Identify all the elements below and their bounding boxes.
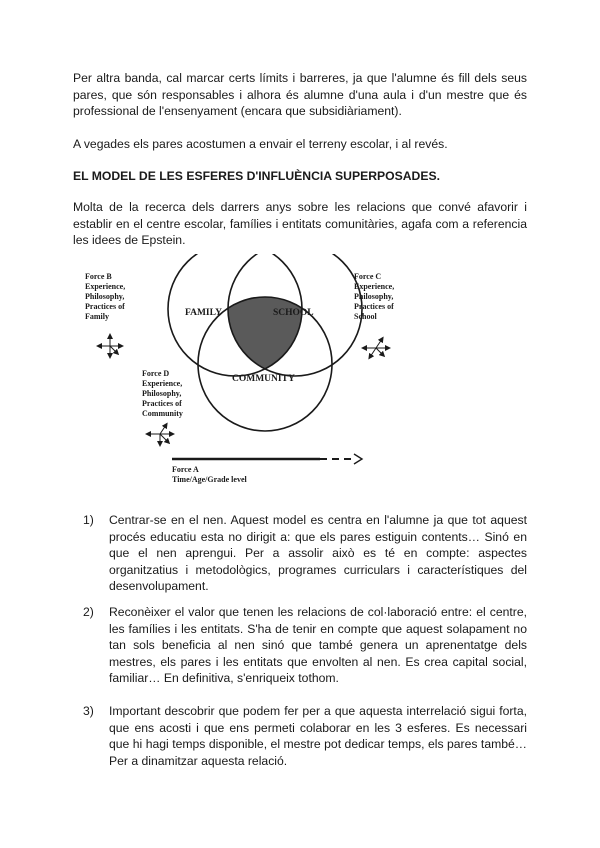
community-label: COMMUNITY [232, 374, 295, 384]
paragraph-invade: A vegades els pares acostumen a envair el terreny escolar, i al revés. [73, 137, 448, 151]
svg-text:Practices of: Practices of [85, 302, 125, 311]
svg-text:Practices of: Practices of [142, 399, 182, 408]
force-d-arrows-icon [148, 425, 172, 444]
force-a-timeline-arrow [172, 454, 362, 464]
paragraph-limits: Per altra banda, cal marcar certs límits i barreres, ja que l'alumne és fill dels seus pares, que són responsables i alhora és alumne d'una aula i d'un mestre que és professional de l'ensenyament (encara que subsidiàriament). [73, 71, 527, 119]
list-item-number: 3) [83, 704, 94, 718]
paragraph-research: Molta de la recerca dels darrers anys sobre les relacions que convé afavorir i establir en el centre escolar, famílies i entitats comunitàries, agafa com a referencia les idees de Epstein. [73, 200, 527, 248]
svg-text:Philosophy,: Philosophy, [85, 292, 125, 301]
svg-text:Experience,: Experience, [354, 282, 395, 291]
svg-text:Force A: Force A [172, 465, 199, 474]
section-heading: EL MODEL DE LES ESFERES D'INFLUÈNCIA SUPERPOSADES. [73, 169, 440, 183]
list-item-number: 1) [83, 513, 94, 527]
svg-text:Time/Age/Grade level: Time/Age/Grade level [172, 475, 247, 484]
list-item [83, 604, 527, 687]
svg-text:Force C: Force C [354, 272, 382, 281]
svg-text:School: School [354, 312, 377, 321]
list-item-text: Centrar-se en el nen. Aquest model es centra en l'alumne ja que tot aquest procés educatiu esta no dirigit a: que els pares estiguin contents… Sinó en que el nen aprengui. Per a assolir això es té en compte: aspectes organitzatius i metodològics, programes curriculars i característiques del desenvolupament. [109, 513, 527, 594]
force-b-arrows-icon [99, 336, 121, 356]
svg-text:Philosophy,: Philosophy, [354, 292, 394, 301]
svg-text:Family: Family [85, 312, 109, 321]
svg-text:Experience,: Experience, [85, 282, 126, 291]
spheres-diagram [80, 254, 420, 494]
list-item-text: Reconèixer el valor que tenen les relacions de col·laboració entre: el centre, les famílies i les entitats. S'ha de tenir en compte que aquest solapament no tan sols beneficia al nen sinó que també genera un aprenentatge dels mestres, els pares i les entitats que envolten al nen. Es crea capital social, familiar… En definitiva, s'enriqueix tothom. [109, 605, 527, 686]
force-c-label [354, 272, 394, 321]
svg-text:Force D: Force D [142, 369, 170, 378]
list-item-number: 2) [83, 605, 94, 619]
force-c-arrows-icon [364, 339, 388, 357]
force-d-label [142, 369, 183, 418]
family-label: FAMILY [185, 308, 222, 318]
svg-text:Force B: Force B [85, 272, 112, 281]
school-label: SCHOOL [273, 308, 314, 318]
svg-text:Experience,: Experience, [142, 379, 183, 388]
force-b-label [85, 272, 125, 321]
svg-text:Community: Community [142, 409, 183, 418]
svg-text:Philosophy,: Philosophy, [142, 389, 182, 398]
list-item [83, 512, 527, 595]
list-item [83, 703, 527, 769]
svg-text:Practices of: Practices of [354, 302, 394, 311]
list-item-text: Important descobrir que podem fer per a que aquesta interrelació sigui forta, que ens acosti i que ens permeti colaborar en les 3 esferes. Es necessari que hi hagi temps disponible, el mestre pot dedicar temps, els pares també… Per a dinamitzar aquesta relació. [109, 704, 527, 768]
force-a-label [172, 465, 248, 484]
